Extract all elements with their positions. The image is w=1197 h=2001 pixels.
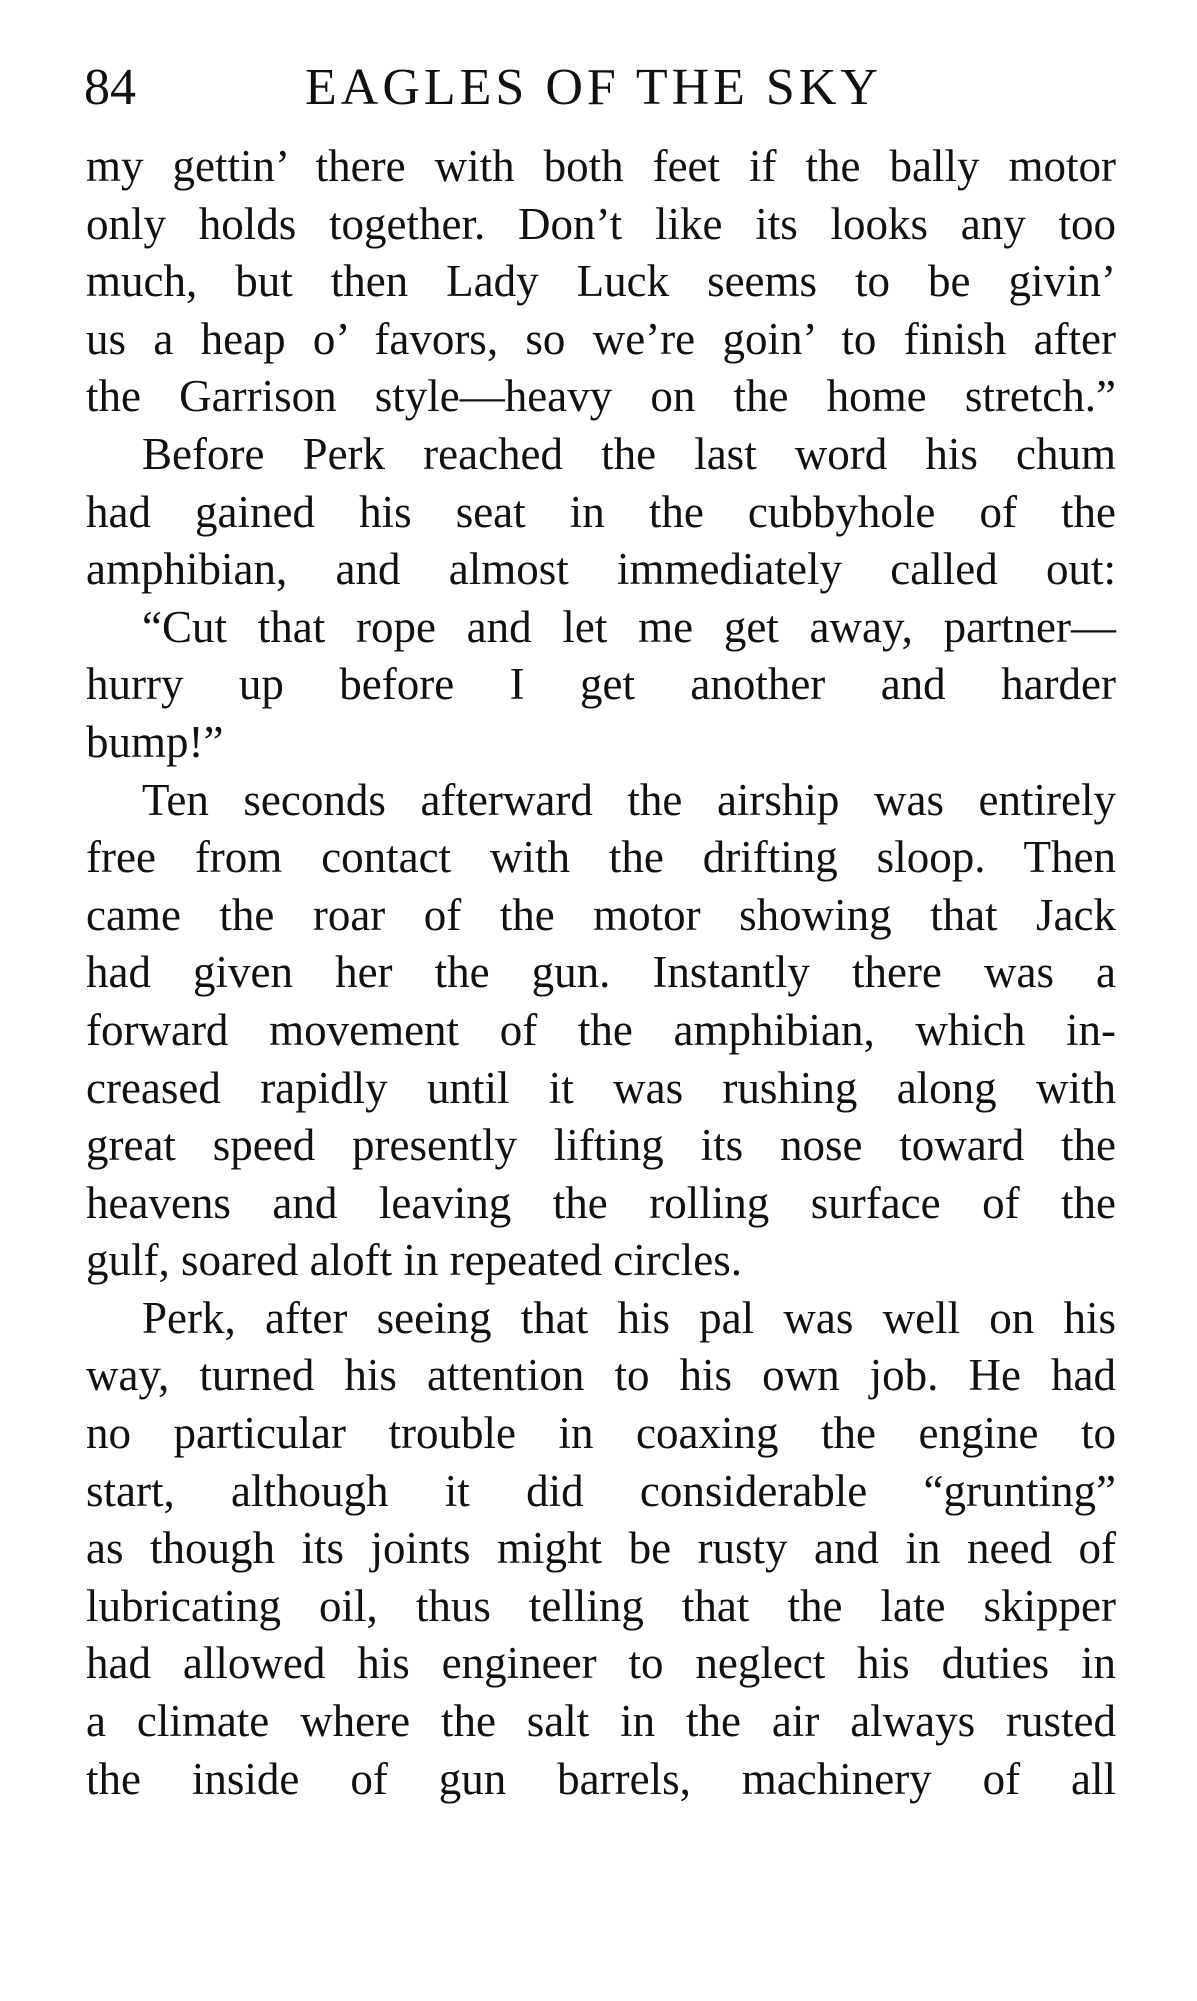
text-line: start, although it did considerable “grunting” [86, 1465, 1116, 1516]
page-number: 84 [84, 59, 136, 116]
text-line: the Garrison style—heavy on the home stretch.” [86, 371, 1116, 422]
text-line: forward movement of the amphibian, which in- [86, 1004, 1116, 1055]
text-line: a climate where the salt in the air always rusted [86, 1696, 1116, 1747]
text-line: had allowed his engineer to neglect his duties in [86, 1638, 1116, 1689]
text-line: no particular trouble in coaxing the engine to [86, 1408, 1116, 1459]
text-line: us a heap o’ favors, so we’re goin’ to finish after [86, 313, 1116, 364]
text-line: bump!” [86, 716, 224, 767]
body-text [86, 138, 1116, 1808]
running-head: EAGLES OF THE SKY [305, 59, 882, 116]
text-line: heavens and leaving the rolling surface of the [86, 1177, 1116, 1228]
page-header [80, 52, 1120, 124]
text-line: gulf, soared aloft in repeated circles. [86, 1235, 742, 1286]
text-line: free from contact with the drifting sloop. Then [86, 832, 1116, 883]
text-line: only holds together. Don’t like its looks any too [86, 198, 1116, 249]
text-line: much, but then Lady Luck seems to be givin’ [86, 256, 1116, 307]
text-line: had gained his seat in the cubbyhole of the [86, 486, 1116, 537]
text-line: Perk, after seeing that his pal was well on his [142, 1292, 1116, 1343]
text-line: Before Perk reached the last word his chum [142, 428, 1116, 479]
text-line: “Cut that rope and let me get away, partner— [142, 601, 1116, 652]
text-line: the inside of gun barrels, machinery of all [86, 1753, 1116, 1804]
text-line: amphibian, and almost immediately called out: [86, 544, 1116, 595]
text-line: as though its joints might be rusty and in need of [86, 1523, 1116, 1574]
text-line: way, turned his attention to his own job. He had [86, 1350, 1116, 1401]
text-line: creased rapidly until it was rushing along with [86, 1062, 1116, 1113]
text-line: Ten seconds afterward the airship was entirely [142, 774, 1116, 825]
text-line: hurry up before I get another and harder [86, 659, 1116, 710]
text-line: came the roar of the motor showing that Jack [86, 889, 1116, 940]
text-line: my gettin’ there with both feet if the bally motor [86, 141, 1116, 191]
text-line: lubricating oil, thus telling that the late skipper [86, 1580, 1116, 1631]
text-line: great speed presently lifting its nose toward the [86, 1120, 1116, 1171]
text-line: had given her the gun. Instantly there was a [86, 947, 1116, 998]
